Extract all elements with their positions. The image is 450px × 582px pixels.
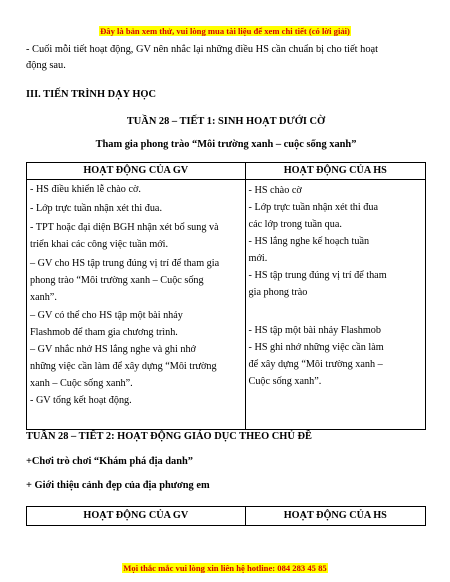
intro-line-2: động sau.	[26, 60, 66, 71]
gv-line: – GV nhắc nhở HS lắng nghe và ghi nhớ	[30, 344, 196, 355]
table1-header-gv: HOẠT ĐỘNG CỦA GV	[27, 163, 246, 180]
gv-line: - HS điều khiển lễ chào cờ.	[30, 184, 141, 195]
gv-line: – GV cho HS tập trung đúng vị trí để tham gia	[30, 258, 220, 269]
hs-line: Cuộc sống xanh”.	[248, 376, 322, 387]
table2-header-hs: HOẠT ĐỘNG CỦA HS	[245, 507, 425, 526]
activity-introduce: + Giới thiệu cảnh đẹp của địa phương em	[26, 480, 210, 491]
table1-header-hs: HOẠT ĐỘNG CỦA HS	[245, 163, 425, 180]
lesson1-subtitle: Tham gia phong trào “Môi trường xanh – cuộc sống xanh”	[95, 139, 357, 150]
intro-line-1: - Cuối mỗi tiết hoạt động, GV nên nhắc lại những điều HS cần chuẩn bị cho tiết hoạt	[26, 44, 379, 55]
gv-line: xanh – Cuộc sống xanh”.	[30, 378, 133, 389]
gv-line: phong trào “Môi trường xanh – Cuộc sống	[30, 275, 204, 286]
gv-line: - GV tổng kết hoạt động.	[30, 395, 132, 406]
hs-line: - HS tập trung đúng vị trí để tham	[248, 270, 387, 281]
gv-line: xanh”.	[30, 292, 57, 303]
activity-table-2	[26, 506, 426, 526]
hs-line: các lớp trong tuần qua.	[248, 219, 342, 230]
hs-line: - HS chào cờ	[248, 185, 302, 196]
hs-line: - HS ghi nhớ những việc cần làm	[248, 342, 384, 353]
hs-line: mới.	[248, 253, 268, 264]
gv-line: - TPT hoặc đại diện BGH nhận xét bổ sung và	[30, 222, 219, 233]
hotline-banner-bottom: Mọi thắc mắc vui lòng xin liên hệ hotline: 084 283 45 85	[123, 563, 327, 573]
gv-line: triển khai các công việc tuần mới.	[30, 239, 169, 250]
gv-line: Flashmob để tham gia chương trình.	[30, 327, 178, 338]
table1-hs-cell	[245, 180, 425, 430]
table1-gv-cell	[27, 180, 246, 430]
hs-line: - Lớp trực tuần nhận xét thi đua	[248, 202, 378, 213]
hs-line: gia phong trào	[248, 287, 308, 298]
gv-line: – GV có thể cho HS tập một bài nhảy	[30, 310, 183, 321]
gv-line: - Lớp trực tuần nhận xét thi đua.	[30, 203, 162, 214]
hs-line: để xây dựng “Môi trường xanh –	[248, 359, 383, 370]
lesson1-title: TUẦN 28 – TIẾT 1: SINH HOẠT DƯỚI CỜ	[126, 116, 326, 127]
hs-line: - HS lắng nghe kế hoạch tuần	[248, 236, 370, 247]
gv-line: những việc cần làm để xây dựng “Môi trường	[30, 361, 217, 372]
activity-table-1	[26, 162, 426, 430]
hs-line: - HS tập một bài nhảy Flashmob	[248, 325, 381, 336]
section-heading: III. TIẾN TRÌNH DẠY HỌC	[26, 89, 157, 100]
lesson2-title: TUẦN 28 – TIẾT 2: HOẠT ĐỘNG GIÁO DỤC THEO CHỦ ĐỀ	[26, 431, 312, 442]
table2-header-gv: HOẠT ĐỘNG CỦA GV	[27, 507, 246, 526]
preview-banner-top: Đây là bản xem thử, vui lòng mua tài liệu để xem chi tiết (có lời giải)	[100, 26, 350, 36]
activity-game: +Chơi trò chơi “Khám phá địa danh”	[26, 456, 193, 467]
